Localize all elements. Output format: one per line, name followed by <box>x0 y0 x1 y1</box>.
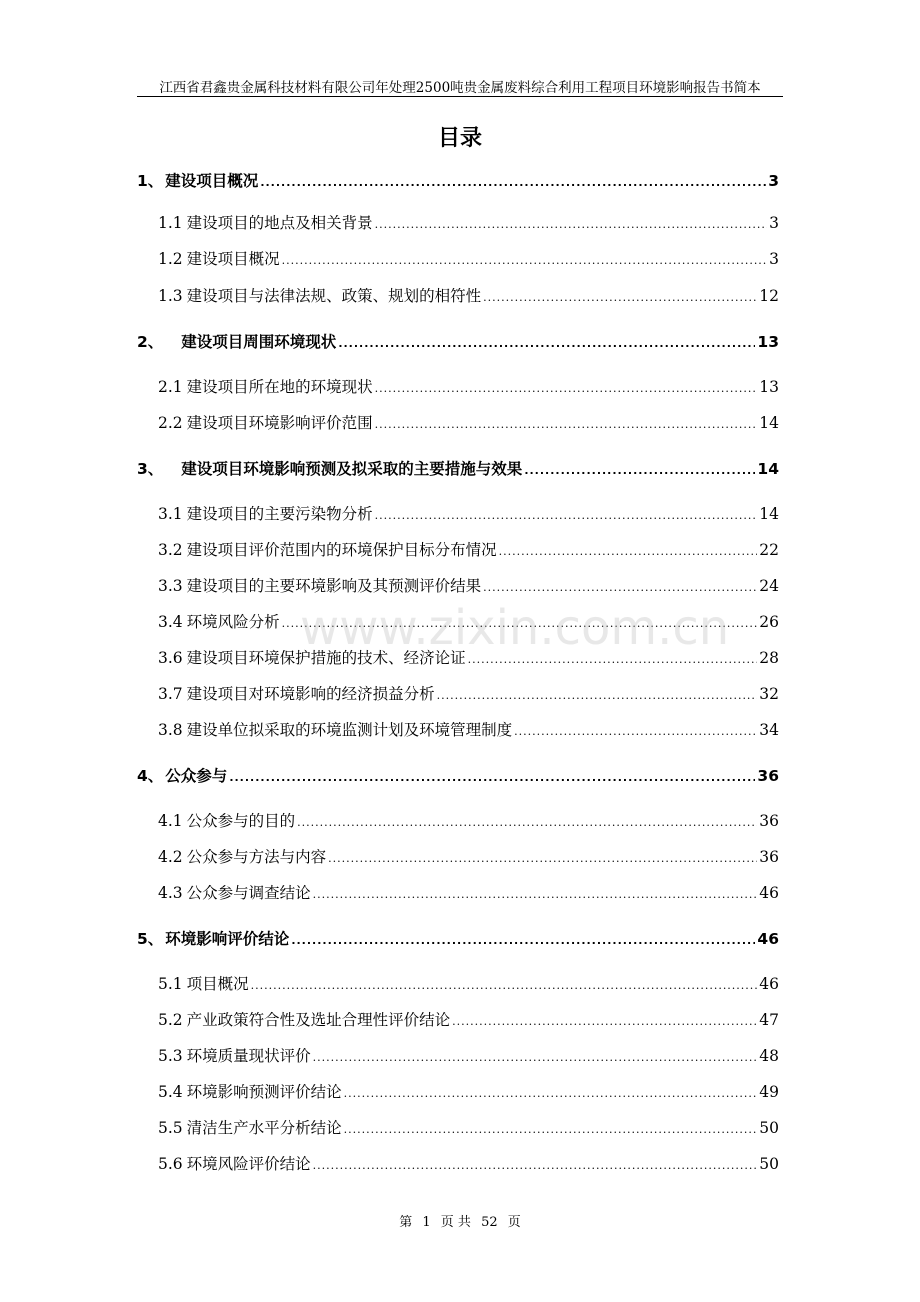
toc-text: 环境影响预测评价结论 <box>186 1083 342 1101</box>
toc-page-number: 36 <box>757 767 779 785</box>
toc-number: 2.2 <box>158 414 183 432</box>
toc-text: 环境风险评价结论 <box>186 1155 311 1173</box>
toc-number: 3、 <box>137 460 164 478</box>
dot-leader <box>313 888 758 901</box>
dot-leader <box>514 725 757 738</box>
toc-number: 3.7 <box>158 685 183 703</box>
dot-leader <box>282 254 767 267</box>
toc-text: 清洁生产水平分析结论 <box>186 1119 342 1137</box>
toc-page-number: 50 <box>759 1119 779 1137</box>
toc-text: 公众参与 <box>165 767 228 785</box>
toc-number: 2.1 <box>158 378 183 396</box>
toc-text: 建设项目的主要环境影响及其预测评价结果 <box>186 577 482 595</box>
dot-leader <box>375 382 758 395</box>
toc-text: 建设项目周围环境现状 <box>181 333 337 351</box>
footer-suffix: 页 <box>507 1215 521 1230</box>
toc-text: 建设项目与法律法规、政策、规划的相符性 <box>186 287 482 305</box>
toc-page-number: 13 <box>759 378 779 396</box>
footer-mid: 页 共 <box>440 1215 471 1230</box>
toc-text: 建设单位拟采取的环境监测计划及环境管理制度 <box>186 721 513 739</box>
toc-number: 4、 <box>137 767 164 785</box>
toc-number: 3.1 <box>158 505 183 523</box>
toc-number: 5.5 <box>158 1119 183 1137</box>
toc-text: 建设项目所在地的环境现状 <box>186 378 373 396</box>
toc-text: 建设项目的主要污染物分析 <box>186 505 373 523</box>
toc-text: 建设项目的地点及相关背景 <box>186 214 373 232</box>
toc-page-number: 26 <box>759 613 779 631</box>
toc-page-number: 14 <box>757 460 779 478</box>
dot-leader <box>483 581 757 594</box>
dot-leader <box>375 509 758 522</box>
toc-number: 1、 <box>137 172 164 190</box>
toc-page-number: 28 <box>759 649 779 667</box>
toc-entry-4-2[interactable] <box>158 845 779 867</box>
dot-leader <box>297 816 757 829</box>
toc-entry-1-3[interactable] <box>158 284 779 306</box>
toc-text: 环境质量现状评价 <box>186 1047 311 1065</box>
toc-number: 4.2 <box>158 848 183 866</box>
toc-page-number: 50 <box>759 1155 779 1173</box>
toc-text: 建设项目对环境影响的经济损益分析 <box>186 685 435 703</box>
toc-number: 4.3 <box>158 884 183 902</box>
toc-entry-1-1[interactable] <box>158 211 779 233</box>
toc-entry-2-2[interactable] <box>158 411 779 433</box>
toc-text: 公众参与的目的 <box>186 812 296 830</box>
toc-page-number: 3 <box>768 172 779 190</box>
dot-leader <box>260 176 766 189</box>
toc-number: 3.8 <box>158 721 183 739</box>
toc-page-number: 3 <box>769 250 779 268</box>
toc-entry-1-2[interactable] <box>158 247 779 269</box>
toc-entry-1[interactable] <box>137 169 779 191</box>
dot-leader <box>524 464 755 477</box>
toc-text: 环境风险分析 <box>186 613 280 631</box>
toc-page-number: 32 <box>759 685 779 703</box>
toc-number: 3.2 <box>158 541 183 559</box>
dot-leader <box>344 1087 758 1100</box>
dot-leader <box>251 979 758 992</box>
toc-number: 5.3 <box>158 1047 183 1065</box>
toc-number: 5.4 <box>158 1083 183 1101</box>
toc-page-number: 34 <box>759 721 779 739</box>
toc-page-number: 14 <box>759 414 779 432</box>
toc-text: 建设项目环境影响预测及拟采取的主要措施与效果 <box>181 460 523 478</box>
toc-text: 建设项目概况 <box>186 250 280 268</box>
watermark: www.zixin.com.cn <box>300 600 730 656</box>
dot-leader <box>452 1015 757 1028</box>
dot-leader <box>375 418 758 431</box>
toc-page-number: 36 <box>759 812 779 830</box>
dot-leader <box>344 1123 758 1136</box>
toc-number: 5.1 <box>158 975 183 993</box>
toc-text: 产业政策符合性及选址合理性评价结论 <box>186 1011 451 1029</box>
toc-entry-3-1[interactable] <box>158 502 779 524</box>
dot-leader <box>375 218 767 231</box>
footer-current-page: 1 <box>422 1215 431 1230</box>
toc-text: 建设项目评价范围内的环境保护目标分布情况 <box>186 541 497 559</box>
toc-entry-4-3[interactable] <box>158 881 779 903</box>
toc-entry-4[interactable] <box>137 764 779 786</box>
toc-entry-5[interactable] <box>137 927 779 949</box>
header-rule <box>137 96 783 97</box>
footer-total-pages: 52 <box>481 1215 498 1230</box>
toc-entry-4-1[interactable] <box>158 809 779 831</box>
dot-leader <box>499 545 758 558</box>
toc-page-number: 24 <box>759 577 779 595</box>
toc-entry-5-5[interactable] <box>158 1116 779 1138</box>
toc-entry-2[interactable] <box>137 330 779 352</box>
toc-entry-2-1[interactable] <box>158 375 779 397</box>
toc-entry-3[interactable] <box>137 457 779 479</box>
toc-number: 4.1 <box>158 812 183 830</box>
toc-page-number: 46 <box>759 884 779 902</box>
toc-page-number: 13 <box>757 333 779 351</box>
toc-page-number: 22 <box>759 541 779 559</box>
toc-page-number: 14 <box>759 505 779 523</box>
toc-number: 1.3 <box>158 287 183 305</box>
toc-number: 1.2 <box>158 250 183 268</box>
toc-number: 1.1 <box>158 214 183 232</box>
toc-page-number: 3 <box>769 214 779 232</box>
dot-leader <box>229 771 755 784</box>
toc-page-number: 49 <box>759 1083 779 1101</box>
toc-entry-5-3[interactable] <box>158 1044 779 1066</box>
dot-leader <box>328 852 757 865</box>
toc-number: 5.2 <box>158 1011 183 1029</box>
toc-title: 目录 <box>437 126 482 151</box>
dot-leader <box>313 1159 758 1172</box>
toc-text: 环境影响评价结论 <box>165 930 290 948</box>
toc-entry-3-2[interactable] <box>158 538 779 560</box>
toc-entry-5-1[interactable] <box>158 972 779 994</box>
toc-text: 公众参与调查结论 <box>186 884 311 902</box>
dot-leader <box>483 291 757 304</box>
dot-leader <box>291 934 755 947</box>
toc-number: 3.6 <box>158 649 183 667</box>
toc-entry-3-7[interactable] <box>158 682 779 704</box>
toc-number: 5、 <box>137 930 164 948</box>
toc-number: 5.6 <box>158 1155 183 1173</box>
toc-entry-5-2[interactable] <box>158 1008 779 1030</box>
toc-page-number: 47 <box>759 1011 779 1029</box>
toc-page-number: 36 <box>759 848 779 866</box>
toc-entry-5-6[interactable] <box>158 1152 779 1174</box>
toc-entry-3-3[interactable] <box>158 574 779 596</box>
dot-leader <box>338 337 755 350</box>
dot-leader <box>437 689 758 702</box>
running-header: 江西省君鑫贵金属科技材料有限公司年处理2500吨贵金属废料综合利用工程项目环境影响报告书简本 <box>159 80 761 96</box>
footer-prefix: 第 <box>399 1215 413 1230</box>
toc-entry-3-8[interactable] <box>158 718 779 740</box>
toc-text: 建设项目概况 <box>165 172 259 190</box>
toc-text: 建设项目环境影响评价范围 <box>186 414 373 432</box>
page-footer <box>0 1211 920 1230</box>
toc-entry-5-4[interactable] <box>158 1080 779 1102</box>
toc-text: 建设项目环境保护措施的技术、经济论证 <box>186 649 466 667</box>
toc-number: 2、 <box>137 333 164 351</box>
toc-page-number: 12 <box>759 287 779 305</box>
toc-page-number: 48 <box>759 1047 779 1065</box>
toc-page-number: 46 <box>759 975 779 993</box>
toc-text: 公众参与方法与内容 <box>186 848 327 866</box>
dot-leader <box>313 1051 758 1064</box>
toc-page-number: 46 <box>757 930 779 948</box>
toc-number: 3.4 <box>158 613 183 631</box>
toc-text: 项目概况 <box>186 975 249 993</box>
toc-number: 3.3 <box>158 577 183 595</box>
